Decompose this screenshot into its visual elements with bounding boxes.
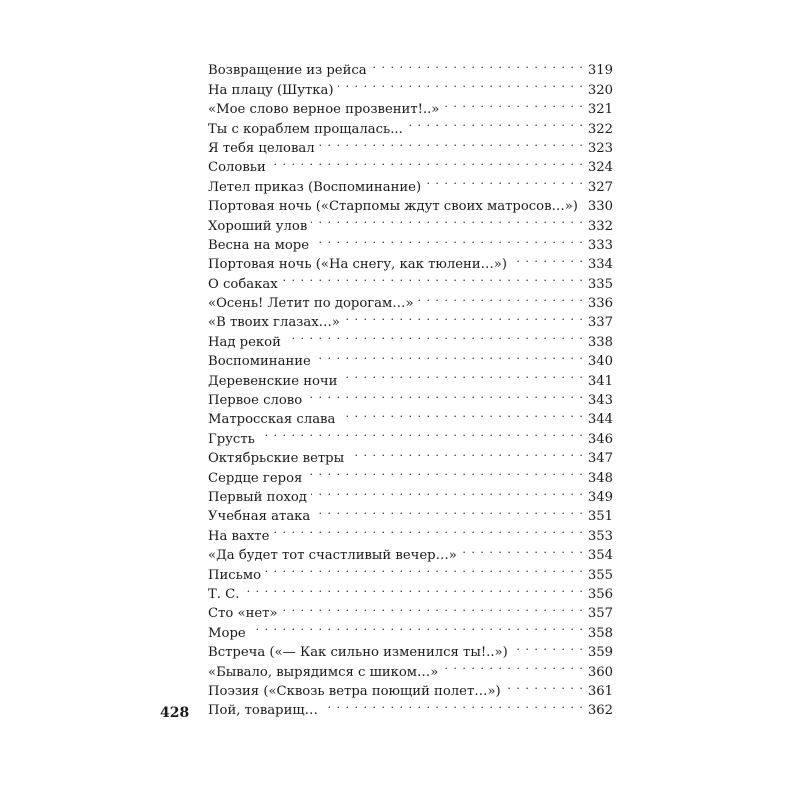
toc-entry [208,579,613,602]
toc-entry-page: 347 [587,451,613,467]
leader-dots [259,423,584,442]
toc-entry-title: Первый поход [208,489,307,505]
leader-dots [461,540,584,559]
toc-entry-page: 357 [587,606,613,622]
leader-dots [322,695,584,714]
toc-entry-title: Море [208,625,246,641]
toc-entry-title: Деревенские ночи [208,373,338,389]
table-of-contents [208,55,613,719]
toc-entry-page: 351 [587,509,613,525]
toc-entry-title: Сердце героя [208,470,303,486]
toc-entry-page: 362 [587,703,613,719]
leader-dots [270,152,584,171]
leader-dots [273,520,583,539]
toc-entry-title: Встреча («— Как сильно изменился ты!..») [208,645,508,661]
leader-dots [511,249,584,268]
toc-entry-page: 322 [587,121,613,137]
toc-entry-page: 346 [587,431,613,447]
leader-dots [265,559,584,578]
toc-entry-title: Летел приказ (Воспоминание) [208,179,422,195]
toc-entry-page: 349 [587,489,613,505]
leader-dots [344,307,584,326]
leader-dots [582,191,584,210]
toc-entry-page: 336 [587,296,613,312]
leader-dots [315,346,584,365]
toc-entry-title: О собаках [208,276,278,292]
leader-dots [371,55,584,74]
toc-entry-page: 356 [587,586,613,602]
leader-dots [348,443,584,462]
toc-entry-title: Над рекой [208,334,281,350]
toc-entry-page: 343 [587,393,613,409]
leader-dots [425,171,584,190]
leader-dots [341,365,583,384]
toc-entry-title: Хороший улов [208,218,308,234]
leader-dots [282,268,584,287]
toc-entry-page: 355 [587,567,613,583]
toc-entry-page: 337 [587,315,613,331]
leader-dots [338,74,584,93]
toc-entry-page: 354 [587,548,613,564]
toc-entry-title: Возвращение из рейса [208,63,367,79]
toc-entry-title: Октябрьские ветры [208,451,345,467]
leader-dots [311,210,584,229]
toc-entry-title: На вахте [208,528,270,544]
toc-entry-title: Портовая ночь («На снегу, как тюлени…») [208,257,508,273]
toc-entry-page: 335 [587,276,613,292]
toc-entry [208,423,613,447]
toc-entry [208,443,613,467]
leader-dots [306,462,583,481]
toc-entry-page: 324 [587,160,613,176]
toc-entry-page: 323 [587,140,613,156]
leader-dots [314,501,584,520]
toc-entry-title: «Осень! Летит по дорогам…» [208,296,414,312]
toc-entry-title: Портовая ночь («Старпомы ждут своих матросов…») [208,199,578,215]
leader-dots [443,94,583,113]
leader-dots [512,637,584,656]
toc-entry-title: На плацу (Шутка) [208,82,334,98]
leader-dots [306,385,584,404]
toc-entry-page: 344 [587,412,613,428]
toc-entry-title: «В твоих глазах…» [208,315,340,331]
toc-entry-page: 332 [587,218,613,234]
toc-entry [208,617,613,641]
toc-entry-page: 321 [587,102,613,118]
leader-dots [442,656,584,675]
toc-entry-page: 353 [587,528,613,544]
leader-dots [243,579,583,598]
leader-dots [313,230,584,249]
toc-entry-page: 358 [587,625,613,641]
toc-entry-page: 338 [587,334,613,350]
leader-dots [311,482,584,501]
leader-dots [505,676,584,695]
toc-entry-title: Грусть [208,431,255,447]
toc-entry-page: 327 [587,179,613,195]
leader-dots [418,288,584,307]
leader-dots [407,113,584,132]
leader-dots [282,598,584,617]
toc-entry-title: Сто «нет» [208,606,278,622]
toc-entry-title: Письмо [208,567,262,583]
toc-entry-page: 340 [587,354,613,370]
toc-entry-page: 341 [587,373,613,389]
toc-entry-title: «Да будет тот счастливый вечер…» [208,548,457,564]
toc-entry-page: 333 [587,237,613,253]
toc-entry-title: Я тебя целовал [208,140,315,156]
toc-entry-page: 360 [587,664,613,680]
toc-entry-title: Воспоминание [208,354,311,370]
toc-entry-title: Матросская слава [208,412,336,428]
page-number: 428 [160,705,190,721]
toc-entry-page: 334 [587,257,613,273]
toc-entry-page: 320 [587,82,613,98]
toc-entry-title: Весна на море [208,237,310,253]
toc-entry-page: 330 [587,199,613,215]
toc-entry-page: 359 [587,645,613,661]
toc-entry [208,55,613,79]
toc-entry-title: Пой, товарищ… [208,703,318,719]
toc-entry [208,637,613,661]
leader-dots [285,326,584,345]
toc-entry-title: Ты с кораблем прощалась... [208,121,403,137]
toc-entry-title: «Мое слово верное прозвенит!..» [208,102,440,118]
leader-dots [339,404,583,423]
toc-entry [208,559,613,583]
toc-entry-title: Поэзия («Сквозь ветра поющий полет…») [208,683,501,699]
toc-entry-title: Соловьи [208,160,266,176]
toc-entry-page: 361 [587,683,613,699]
toc-entry-title: Т. С. [208,586,240,602]
leader-dots [250,617,584,636]
toc-entry-page: 319 [587,63,613,79]
toc-entry-title: «Бывало, вырядимся с шиком…» [208,664,439,680]
toc-entry-title: Первое слово [208,393,303,409]
toc-entry-title: Учебная атака [208,509,311,525]
toc-entry-page: 348 [587,470,613,486]
leader-dots [319,133,584,152]
toc-entry [208,598,613,622]
